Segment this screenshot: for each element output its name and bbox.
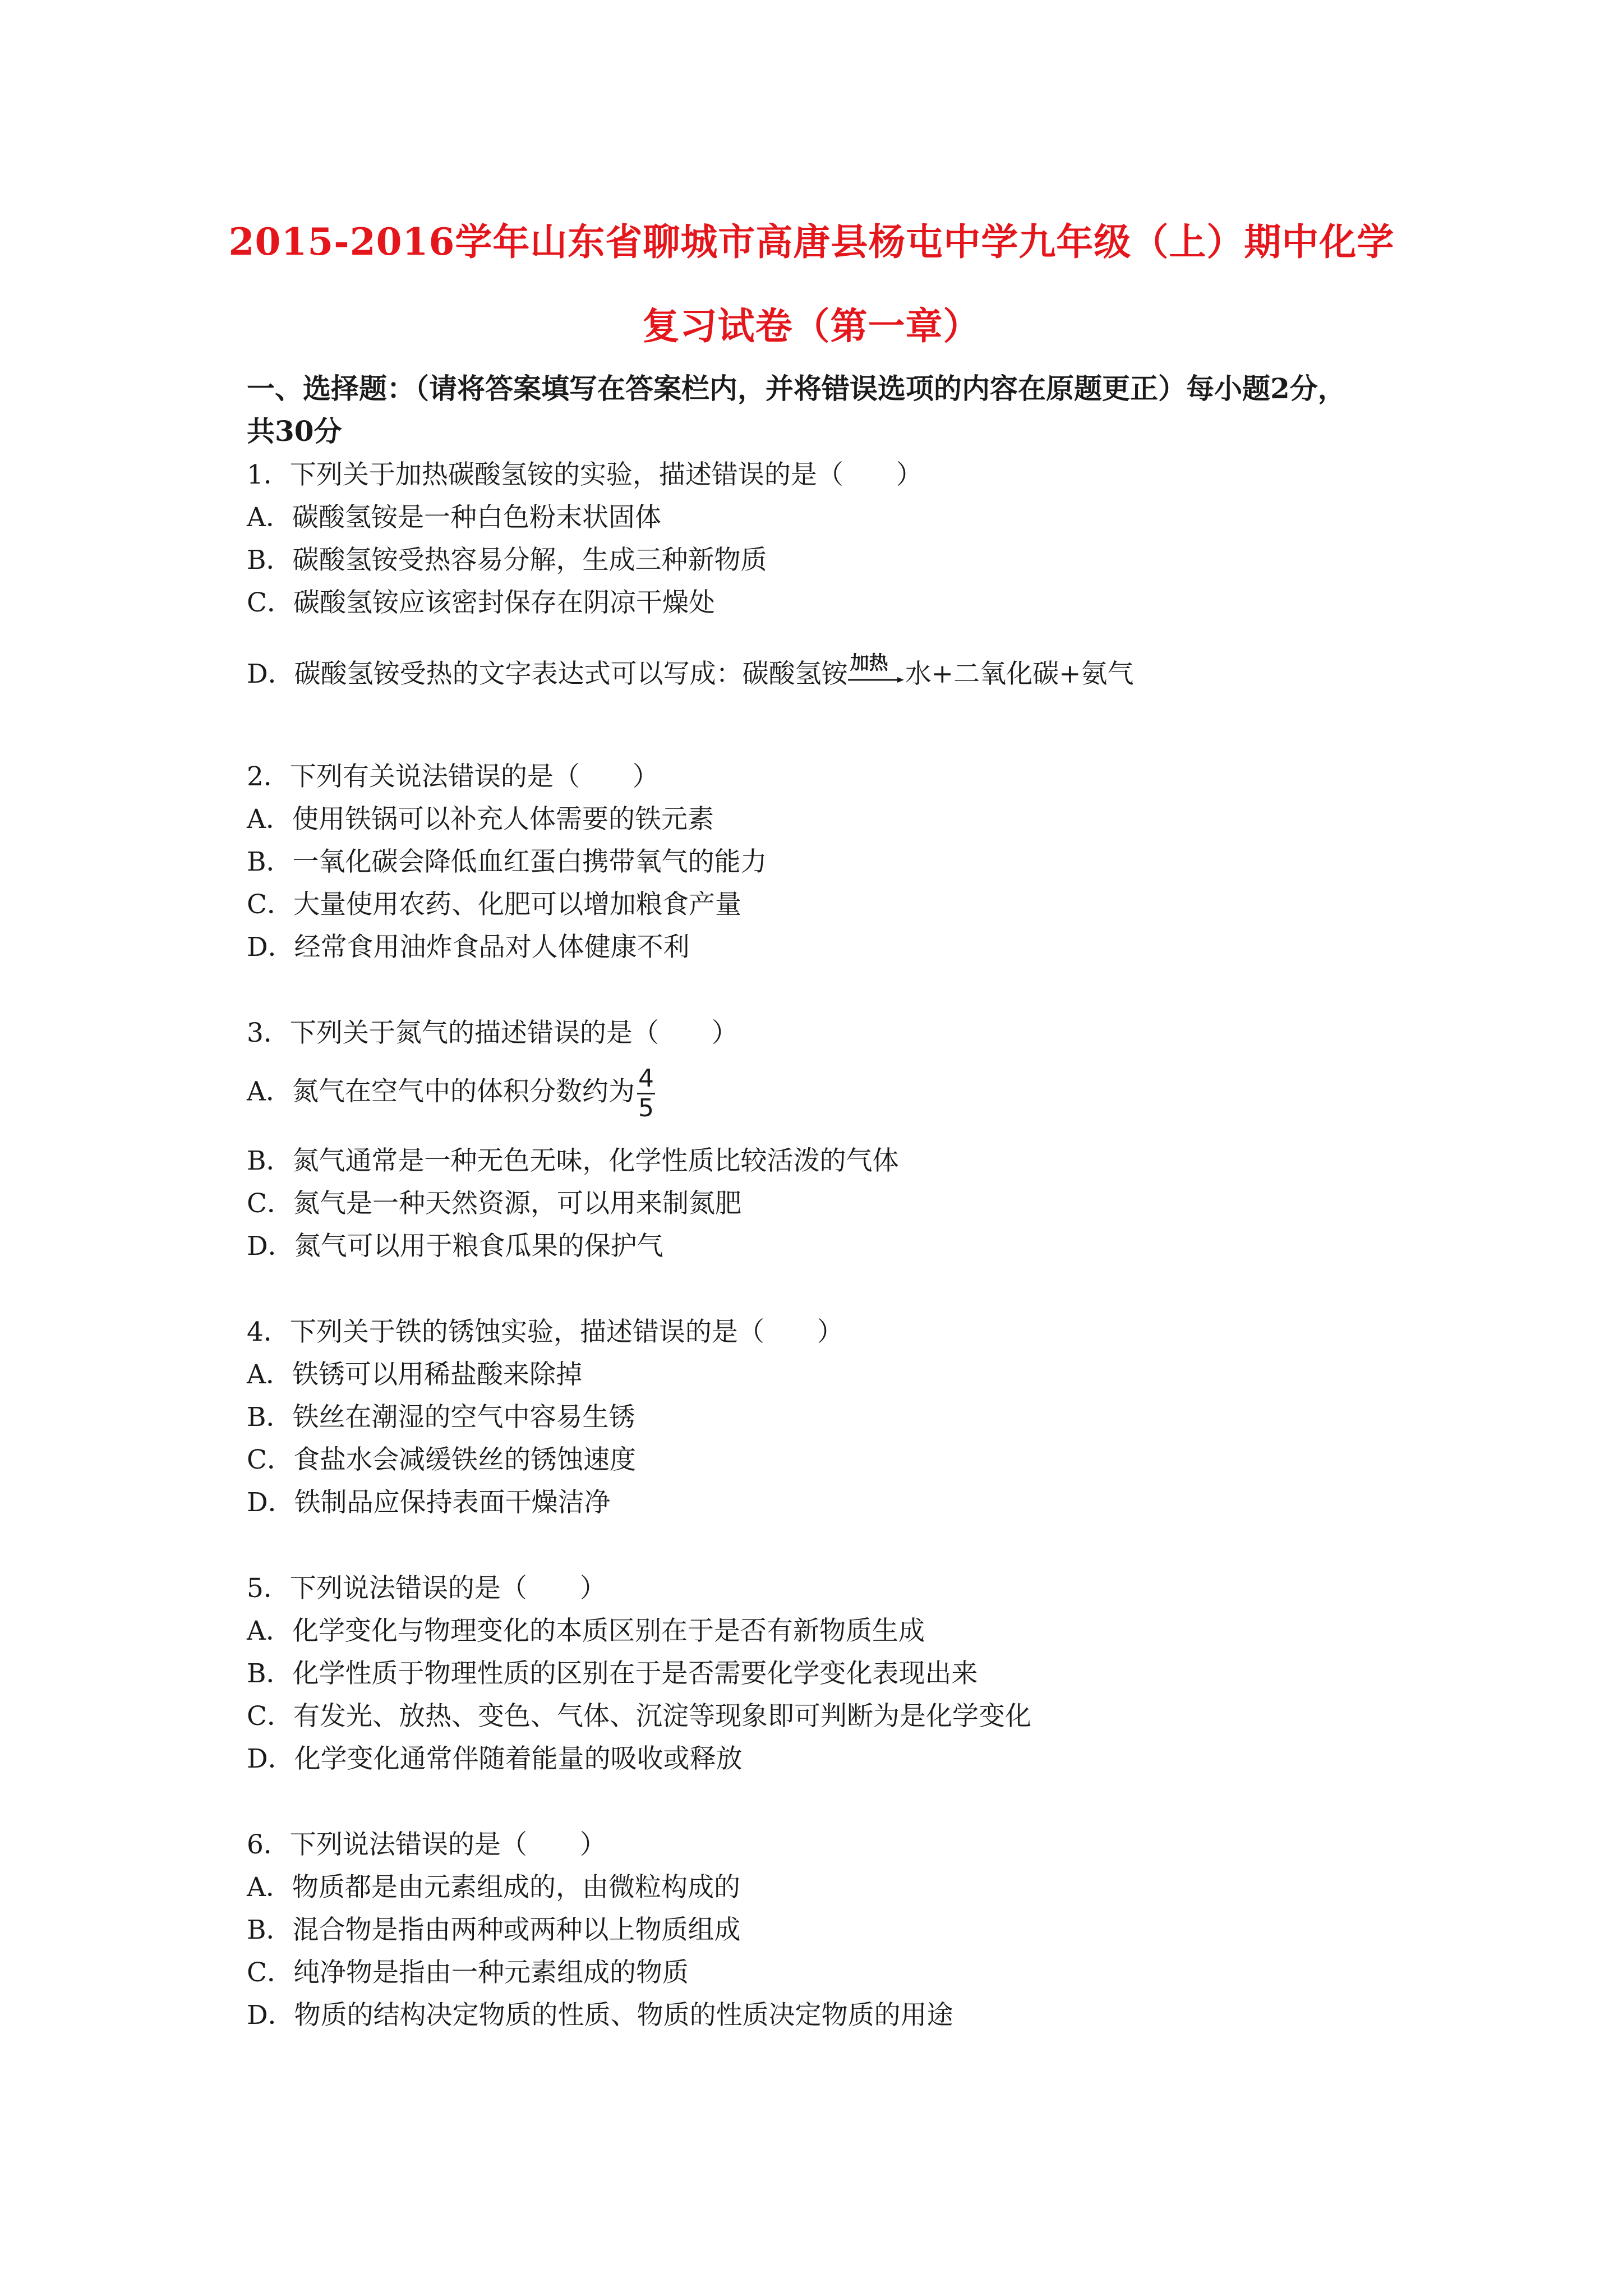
reaction-condition [848,652,905,691]
question-6-option-c: C．纯净物是指由一种元素组成的物质 [247,1957,689,1988]
question-6-option-b: B．混合物是指由两种或两种以上物质组成 [247,1915,741,1945]
question-4-option-d: D．铁制品应保持表面干燥洁净 [247,1487,611,1518]
question-3-option-c: C．氮气是一种天然资源，可以用来制氮肥 [247,1188,741,1219]
question-6-option-d: D．物质的结构决定物质的性质、物质的性质决定物质的用途 [247,2000,953,2031]
question-2-option-a: A．使用铁锅可以补充人体需要的铁元素 [247,804,714,835]
question-6-option-a: A．物质都是由元素组成的，由微粒构成的 [247,1872,740,1903]
section-heading-line-2: 共30分 [247,415,342,448]
question-4-option-c: C．食盐水会减缓铁丝的锈蚀速度 [247,1444,636,1475]
question-3-stem: 3．下列关于氮气的描述错误的是（ ） [247,1018,738,1048]
reaction-arrow-icon [848,677,904,683]
question-4-stem: 4．下列关于铁的锈蚀实验，描述错误的是（ ） [247,1317,843,1347]
option-d-text: D．碳酸氢铵受热的文字表达式可以写成：碳酸氢铵 [247,659,848,689]
option-a-text: A．氮气在空气中的体积分数约为 [247,1076,635,1107]
fraction-numerator: 4 [637,1065,655,1094]
question-2-option-c: C．大量使用农药、化肥可以增加粮食产量 [247,889,741,920]
question-1-option-a: A．碳酸氢铵是一种白色粉末状固体 [247,502,661,533]
question-2-option-b: B．一氧化碳会降低血红蛋白携带氧气的能力 [247,846,767,877]
question-3-option-a [247,1065,655,1122]
heating-condition-label: 加热 [850,652,888,674]
question-3-option-b: B．氮气通常是一种无色无味，化学性质比较活泼的气体 [247,1145,899,1176]
question-2-stem: 2．下列有关说法错误的是（ ） [247,761,659,792]
question-5-stem: 5．下列说法错误的是（ ） [247,1573,606,1604]
question-6-stem: 6．下列说法错误的是（ ） [247,1829,606,1860]
exam-title-line-2: 复习试卷（第一章） [642,304,981,348]
question-1-option-d [247,652,1134,691]
option-d-products: 水+二氧化碳+氨气 [905,659,1134,689]
exam-title-line-1: 2015-2016学年山东省聊城市高唐县杨屯中学九年级（上）期中化学 [228,220,1395,264]
question-5-option-a: A．化学变化与物理变化的本质区别在于是否有新物质生成 [247,1616,925,1646]
section-heading-line-1: 一、选择题：（请将答案填写在答案栏内，并将错误选项的内容在原题更正）每小题2分， [247,372,1346,405]
question-3-option-d: D．氮气可以用于粮食瓜果的保护气 [247,1231,663,1262]
question-5-option-c: C．有发光、放热、变色、气体、沉淀等现象即可判断为是化学变化 [247,1701,1031,1732]
question-5-option-b: B．化学性质于物理性质的区别在于是否需要化学变化表现出来 [247,1658,978,1689]
question-1-option-b: B．碳酸氢铵受热容易分解，生成三种新物质 [247,545,767,576]
question-2-option-d: D．经常食用油炸食品对人体健康不利 [247,932,690,963]
question-4-option-b: B．铁丝在潮湿的空气中容易生锈 [247,1402,635,1433]
question-5-option-d: D．化学变化通常伴随着能量的吸收或释放 [247,1743,743,1774]
fraction-denominator: 5 [638,1094,654,1122]
question-4-option-a: A．铁锈可以用稀盐酸来除掉 [247,1359,582,1390]
question-1-option-c: C．碳酸氢铵应该密封保存在阴凉干燥处 [247,587,715,618]
fraction [637,1065,655,1122]
question-1-stem: 1．下列关于加热碳酸氢铵的实验，描述错误的是（ ） [247,459,923,490]
